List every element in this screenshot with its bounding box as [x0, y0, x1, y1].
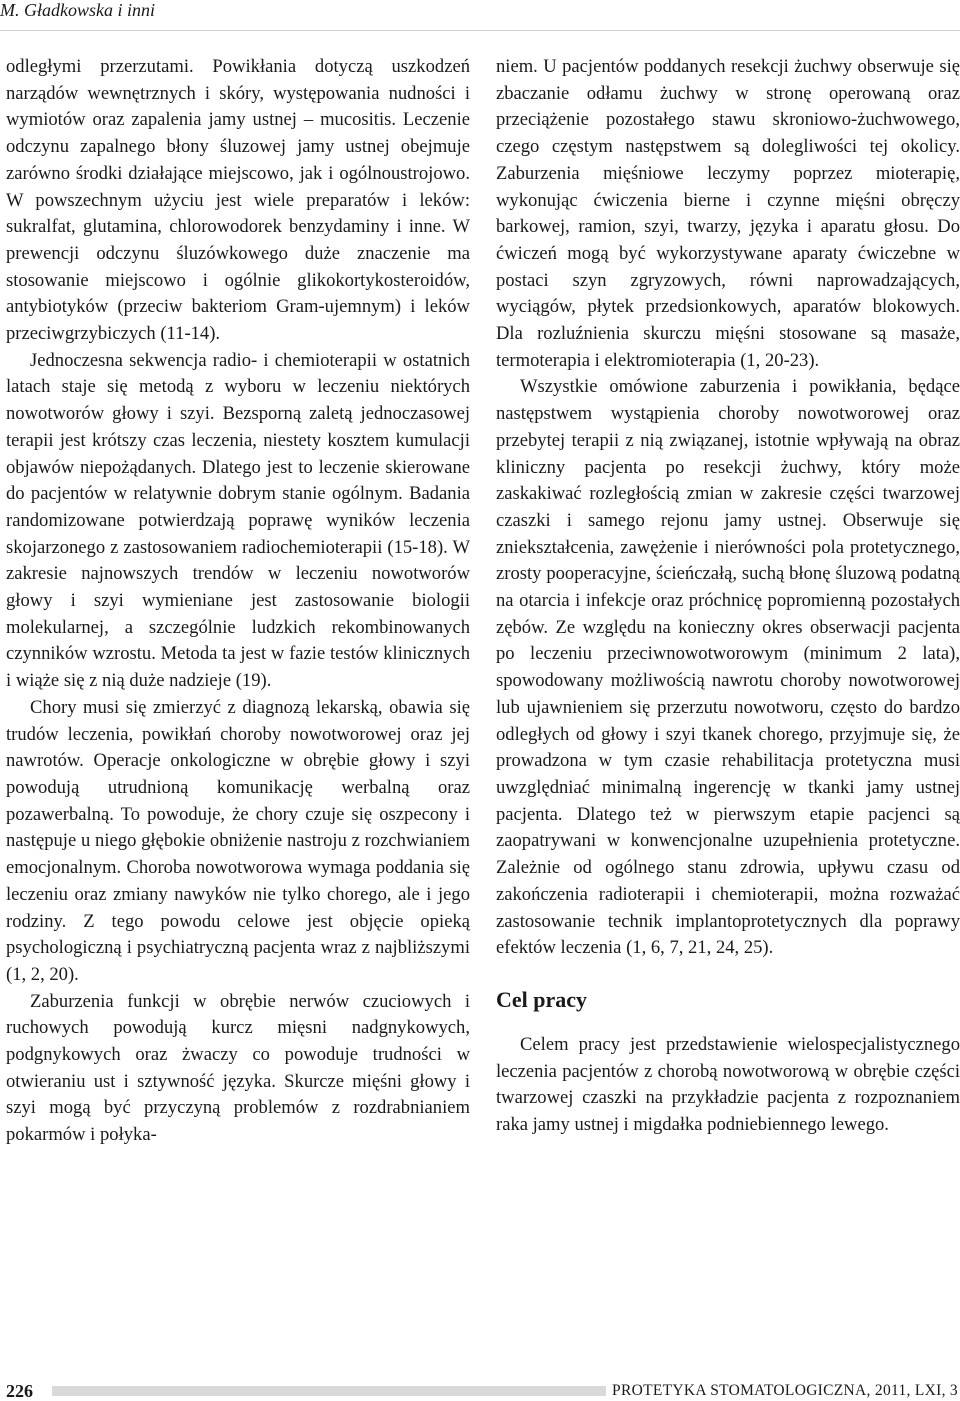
left-paragraph-2: Jednoczesna sekwencja radio- i chemioterapii w ostatnich latach staje się metodą z wyboru w leczeniu niektórych nowotworów głowy i szyi. Bezsporną zaletą jednoczasowej terapii jest krótszy czas leczenia, niestety kosztem kumulacji objawów niepożądanych. Dlatego jest to leczenie skierowane do pacjentów w relatywnie dobrym stanie ogólnym. Badania randomizowane potwierdzają poprawę wyników leczenia skojarzonego z zastosowaniem radiochemioterapii (15-18). W zakresie najnowszych trendów w leczeniu nowotworów głowy i szyi wymieniane jest zastosowanie biologii molekularnej, a szczególnie ludzkich rekombinowanych czynników wzrostu. Metoda ta jest w fazie testów klinicznych i wiąże się z nią duże nadzieje (19). [6, 349, 470, 692]
left-column [6, 54, 470, 1149]
left-paragraph-1: odległymi przerzutami. Powikłania dotyczą uszkodzeń narządów wewnętrznych i skóry, występowania nudności i wymiotów oraz zapalenia jamy ustnej – mucositis. Leczenie odczynu zapalnego błony śluzowej jamy ustnej obejmuje zarówno środki działające miejscowo, jak i ogólnoustrojowo. W powszechnym użyciu jest wiele preparatów i leków: sukralfat, glutamina, chlorowodorek benzydaminy i inne. W prewencji odczynu śluzówkowego duże znaczenie ma stosowanie miejscowo i ogólnie glikokortykosteroidów, antybiotyków (przeciw bakteriom Gram-ujemnym) i leków przeciwgrzybiczych (11-14). [6, 56, 470, 345]
left-paragraph-3: Chory musi się zmierzyć z diagnozą lekarską, obawia się trudów leczenia, powikłań choroby nowotworowej oraz jej nawrotów. Operacje onkologiczne w obrębie głowy i szyi powodują utrudnioną komunikację werbalną oraz pozawerbalną. To powoduje, że chory czuje się oszpecony i następuje u niego głębokie obniżenie nastroju z rozchwianiem emocjonalnym. Choroba nowotworowa wymaga poddania się leczeniu oraz zmiany nawyków nie tylko chorego, ale i jego rodziny. Z tego powodu celowe jest objęcie opieką psychologiczną i psychiatryczną pacjenta wraz z najbliższymi (1, 2, 20). [6, 696, 470, 985]
section-paragraph: Celem pracy jest przedstawienie wielospecjalistycznego leczenia pacjentów z chorobą nowotworową w obrębie części twarzowej czaszki na przykładzie pacjenta z rozpoznaniem raka jamy ustnej i migdałka podniebiennego lewego. [496, 1033, 960, 1136]
header-divider [0, 30, 960, 31]
right-paragraph-2: Wszystkie omówione zaburzenia i powikłania, będące następstwem wystąpienia choroby nowotworowej oraz przebytej terapii z nią związanej, istotnie wpływają na obraz kliniczny pacjenta po resekcji żuchwy, który może zaskakiwać rozległością zmian w zakresie części twarzowej czaszki i samego rejonu jamy ustnej. Obserwuje się zniekształcenia, zawężenie i nierówności pola protetycznego, zrosty pooperacyjne, ścieńczałą, suchą błonę śluzową podatną na otarcia i infekcje oraz próchnicę popromienną pozostałych zębów. Ze względu na konieczny okres obserwacji pacjenta po leczeniu przeciwnowotworowym (minimum 2 lata), spowodowany możliwością nawrotu choroby nowotworowej lub ujawnieniem się przerzutu nowotworu, często do bardzo odległych od głowy i szyi tkanek chorego, przyjmuje się, że prowadzona w tym czasie rehabilitacja protetyczna musi uwzględniać minimalną ingerencję w tkanki jamy ustnej pacjenta. Dlatego też w pierwszym etapie pacjenci są zaopatrywani w konwencjonalne uzupełnienia protetyczne. Zależnie od ogólnego stanu zdrowia, upływu czasu od zakończenia radioterapii i chemioterapii, można rozważać zastosowanie technik implantoprotetycznych dla poprawy efektów leczenia (1, 6, 7, 21, 24, 25). [496, 376, 960, 959]
journal-title: PROTETYKA STOMATOLOGICZNA, 2011, LXI, 3 [606, 1382, 958, 1400]
right-paragraph-1: niem. U pacjentów poddanych resekcji żuchwy obserwuje się zbaczanie odłamu żuchwy w stronę operowaną oraz przeciążenie pozostałego stawu skroniowo-żuchwowego, czego częstym następstwem są dolegliwości tej okolicy. Zaburzenia mięśniowe leczymy poprzez mioterapię, wykonując ćwiczenia bierne i czynne mięśni obręczy barkowej, ramion, szyi, twarzy, języka i aparatu głosu. Do ćwiczeń mogą być wykorzystywane aparaty ćwiczebne w postaci szyn zgryzowych, równi naprowadzających, wyciągów, płytek przedsionkowych, aparatów blokowych. Dla rozluźnienia skurczu mięśni stosowane są masaże, termoterapia i elektromioterapia (1, 20-23). [496, 56, 960, 371]
section-heading: Cel pracy [496, 986, 588, 1012]
left-paragraph-4: Zaburzenia funkcji w obrębie nerwów czuciowych i ruchowych powodują kurcz mięsni nadgnykowych, podgnykowych oraz żwaczy co powoduje trudności w otwieraniu ust i sztywność języka. Skurcze mięśni głowy i szyi mogą być przyczyną problemów z rozdrabnianiem pokarmów i połyka- [6, 990, 470, 1146]
running-head: M. Gładkowska i inni [0, 0, 155, 20]
page-number: 226 [6, 1382, 39, 1400]
footer-bar [52, 1386, 616, 1396]
right-column [496, 54, 960, 1139]
